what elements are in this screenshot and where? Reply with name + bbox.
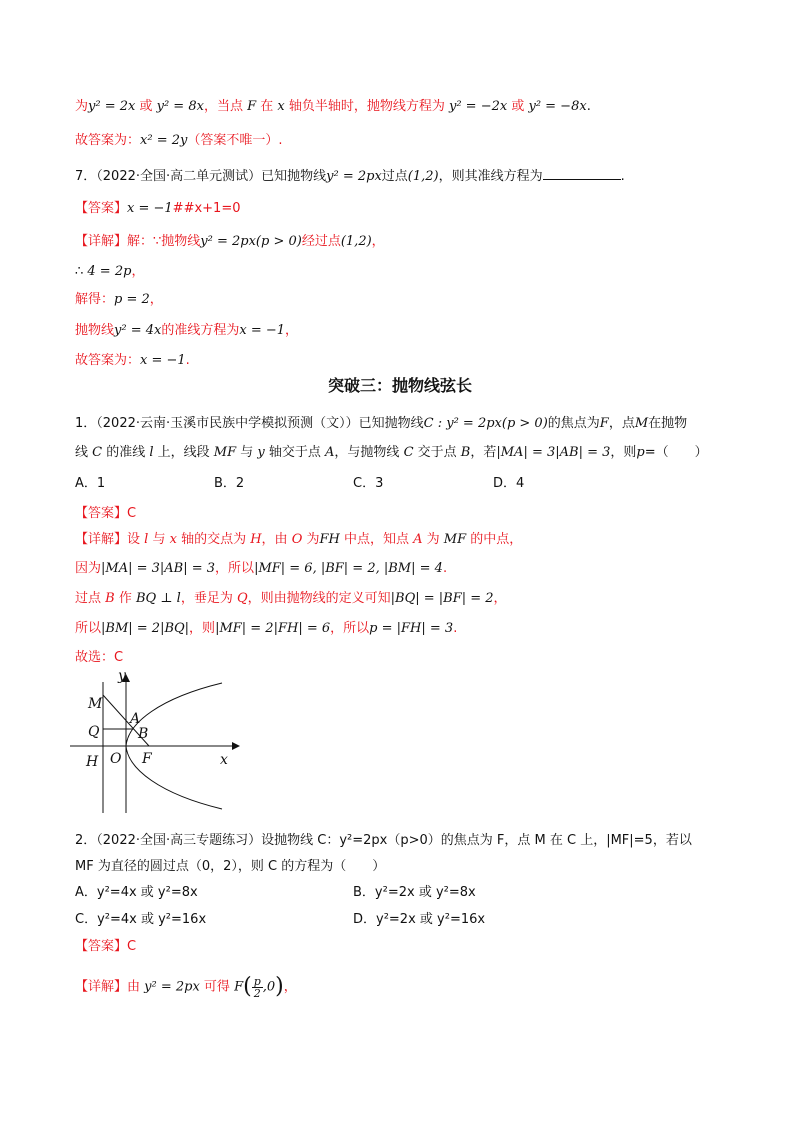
s3q2-detail-line-1: 【详解】由 y² = 2px 可得 F( $\frac{p}{2}$ ,0)， <box>75 974 297 1000</box>
answer-blank <box>543 167 621 180</box>
label-f: F <box>142 751 152 767</box>
label-b: B <box>138 726 149 742</box>
option-a: A．1 <box>75 476 106 491</box>
label-q: Q <box>88 724 100 740</box>
q2-option-b: B．y²=2x 或 y²=8x <box>353 885 476 900</box>
s3-question-2-line-2: MF 为直径的圆过点（0，2），则 C 的方程为（ ） <box>75 859 386 874</box>
question-7: 7．（2022·全国·高二单元测试）已知抛物线y² = 2px过点(1,2)，则其准线方程为 . <box>75 169 625 184</box>
s3q1-detail-line-5: 故选：C <box>75 650 124 665</box>
option-c: C．3 <box>353 476 384 491</box>
s3-question-1-line-1: 1．（2022·云南·玉溪市民族中学模拟预测（文））已知抛物线C : y² = 2px(p > 0)的焦点为F，点M在抛物 <box>75 416 688 431</box>
x-axis-arrow <box>232 742 240 750</box>
s3q1-detail-line-3: 过点 B 作 BQ ⊥ l，垂足为 Q，则由抛物线的定义可知|BQ| = |BF| = 2， <box>75 591 507 606</box>
s3q1-detail-line-1: 【详解】设 l 与 x 轴的交点为 H，由 O 为FH 中点，知点 A 为 MF 的中点， <box>75 532 523 547</box>
p-over-2-fraction: $\frac{p}{2}$ <box>253 974 261 1000</box>
q7-detail-line-1: 【详解】解：∵抛物线y² = 2px(p > 0)经过点(1,2)， <box>75 234 385 249</box>
option-b: B．2 <box>214 476 245 491</box>
section-title: 突破三：抛物线弦长 <box>327 376 472 395</box>
q2-option-c: C．y²=4x 或 y²=16x <box>75 912 207 927</box>
label-x: x <box>220 752 228 768</box>
q2-option-d: D．y²=2x 或 y²=16x <box>353 912 486 927</box>
q7-answer: 【答案】x = −1##x+1=0 <box>75 201 241 216</box>
open-paren: ( <box>243 974 252 999</box>
label-o: O <box>110 751 122 767</box>
s3q1-answer: 【答案】C <box>75 506 137 521</box>
q7-detail-line-4: 抛物线y² = 4x的准线方程为x = −1， <box>75 323 299 338</box>
option-d: D．4 <box>493 476 525 491</box>
q2-option-a: A．y²=4x 或 y²=8x <box>75 885 198 900</box>
s3q1-detail-line-2: 因为|MA| = 3|AB| = 3，所以|MF| = 6, |BF| = 2, |BM| = 4. <box>75 561 448 576</box>
parabola-figure <box>70 668 245 818</box>
s3-question-1-line-2: 线 C 的准线 l 上，线段 MF 与 y 轴交于点 A，与抛物线 C 交于点 B，若|MA| = 3|AB| = 3，则p=（ ） <box>75 445 708 460</box>
label-m: M <box>88 696 103 712</box>
label-y: y <box>118 668 126 684</box>
s3-question-2-line-1: 2．（2022·全国·高三专题练习）设抛物线 C：y²=2px（p>0）的焦点为 F，点 M 在 C 上，|MF|=5，若以 <box>75 833 692 848</box>
s3q1-detail-line-4: 所以|BM| = 2|BQ|，则|MF| = 2|FH| = 6，所以p = |FH| = 3. <box>75 621 458 636</box>
q7-detail-line-3: 解得：p = 2， <box>75 292 163 307</box>
continuation-line-1: 为y² = 2x 或 y² = 8x，当点 F 在 x 轴负半轴时，抛物线方程为 y² = −2x 或 y² = −8x. <box>75 99 591 114</box>
label-a: A <box>130 711 141 727</box>
q7-detail-line-5: 故答案为：x = −1. <box>75 353 190 368</box>
continuation-line-2: 故答案为：x² = 2y（答案不唯一）. <box>75 133 283 148</box>
close-paren: ) <box>275 974 284 999</box>
s3q2-answer: 【答案】C <box>75 939 137 954</box>
q7-detail-line-2: ∴ 4 = 2p， <box>75 264 145 279</box>
label-h: H <box>86 754 99 770</box>
